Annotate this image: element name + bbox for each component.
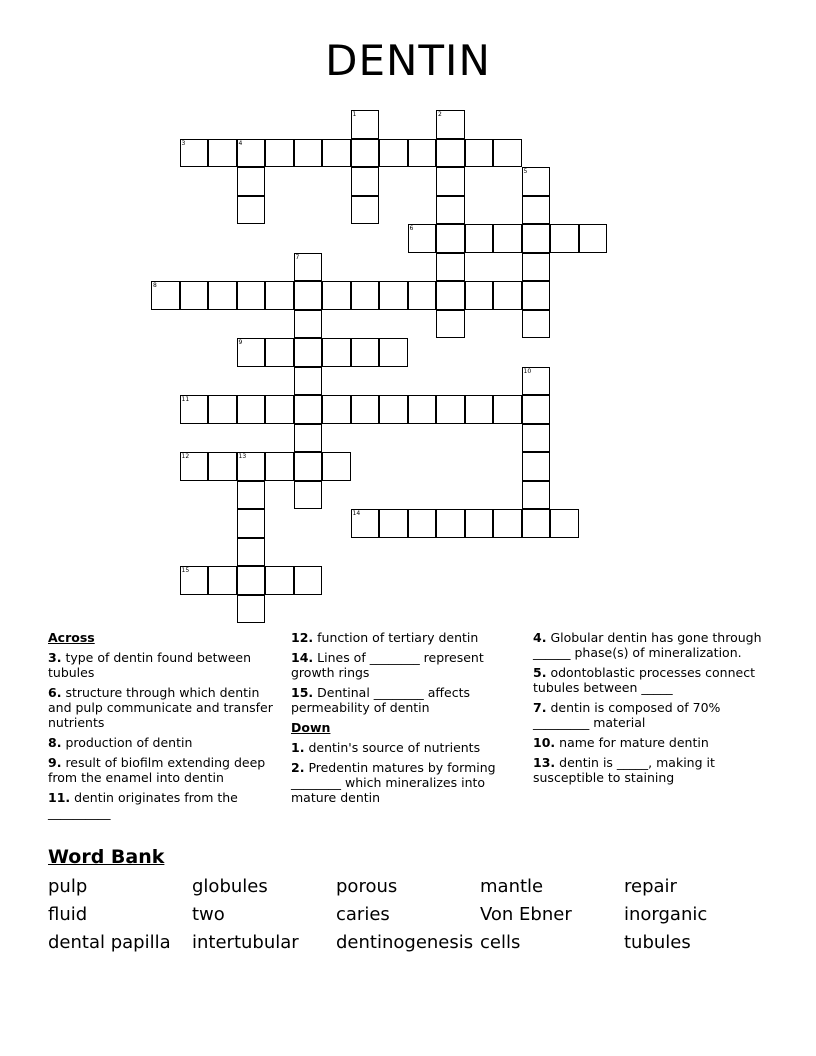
- grid-cell[interactable]: [237, 595, 266, 624]
- grid-cell[interactable]: [436, 196, 465, 225]
- grid-cell[interactable]: [294, 338, 323, 367]
- grid-clue-number: 1: [352, 111, 357, 118]
- grid-cell[interactable]: [522, 395, 551, 424]
- grid-cell[interactable]: [436, 253, 465, 282]
- grid-cell[interactable]: [237, 452, 266, 481]
- word-bank-word: intertubular: [192, 932, 299, 953]
- grid-cell[interactable]: [493, 139, 522, 168]
- grid-cell[interactable]: [180, 139, 209, 168]
- word-bank-word: repair: [624, 876, 677, 897]
- grid-cell[interactable]: [465, 224, 494, 253]
- grid-cell[interactable]: [322, 338, 351, 367]
- grid-cell[interactable]: [436, 224, 465, 253]
- clue-across-14: 14. Lines of ________ represent growth rings: [291, 650, 484, 680]
- grid-cell[interactable]: [237, 538, 266, 567]
- grid-cell[interactable]: [265, 139, 294, 168]
- grid-cell[interactable]: [294, 452, 323, 481]
- grid-clue-number: 9: [238, 339, 243, 346]
- across-heading: Across: [48, 630, 95, 645]
- word-bank-word: mantle: [480, 876, 544, 897]
- grid-cell[interactable]: [436, 310, 465, 339]
- grid-clue-number: 10: [523, 367, 532, 375]
- grid-cell[interactable]: [322, 452, 351, 481]
- clue-down-10: 10. name for mature dentin: [533, 735, 709, 750]
- grid-cell[interactable]: [408, 395, 437, 424]
- grid-cell[interactable]: [351, 110, 380, 139]
- grid-cell[interactable]: [151, 281, 180, 310]
- grid-cell[interactable]: [180, 566, 209, 595]
- grid-cell[interactable]: [294, 481, 323, 510]
- grid-cell[interactable]: [493, 224, 522, 253]
- grid-cell[interactable]: [180, 452, 209, 481]
- grid-cell[interactable]: [237, 139, 266, 168]
- clue-down-13: 13. dentin is _____, making it susceptible to staining: [533, 755, 715, 785]
- grid-clue-number: 12: [181, 453, 190, 460]
- grid-cell[interactable]: [465, 395, 494, 424]
- word-bank-word: globules: [192, 876, 268, 897]
- grid-clue-number: 11: [181, 396, 190, 403]
- down-heading: Down: [291, 720, 331, 735]
- grid-clue-number: 2: [438, 111, 442, 118]
- grid-cell[interactable]: [265, 395, 294, 424]
- grid-clue-number: 7: [295, 253, 300, 261]
- grid-cell[interactable]: [522, 481, 551, 510]
- grid-cell[interactable]: [237, 338, 266, 367]
- grid-cell[interactable]: [379, 338, 408, 367]
- grid-cell[interactable]: [294, 139, 323, 168]
- grid-cell[interactable]: [493, 395, 522, 424]
- grid-cell[interactable]: [265, 566, 294, 595]
- grid-cell[interactable]: [579, 224, 608, 253]
- word-bank-word: porous: [336, 876, 398, 897]
- word-bank-title: Word Bank: [48, 846, 165, 868]
- clue-across-9: 9. result of biofilm extending deep from the enamel into dentin: [48, 755, 266, 785]
- clue-down-7: 7. dentin is composed of 70% _________ material: [533, 700, 721, 730]
- grid-cell[interactable]: [294, 253, 323, 282]
- grid-cell[interactable]: [493, 509, 522, 538]
- clue-across-8: 8. production of dentin: [48, 735, 193, 750]
- clue-down-5: 5. odontoblastic processes connect tubules between _____: [533, 665, 755, 695]
- grid-cell[interactable]: [436, 110, 465, 139]
- grid-cell[interactable]: [522, 452, 551, 481]
- grid-cell[interactable]: [493, 281, 522, 310]
- grid-cell[interactable]: [237, 481, 266, 510]
- grid-cell[interactable]: [550, 509, 579, 538]
- grid-cell[interactable]: [351, 167, 380, 196]
- grid-cell[interactable]: [294, 281, 323, 310]
- clue-down-4: 4. Globular dentin has gone through ______ phase(s) of mineralization.: [533, 630, 762, 660]
- clues-column-2: [291, 630, 519, 810]
- clue-down-2: 2. Predentin matures by forming ________ which mineralizes into mature dentin: [291, 760, 496, 805]
- grid-cell[interactable]: [351, 509, 380, 538]
- word-bank-word: fluid: [48, 904, 88, 925]
- word-bank-word: dental papilla: [48, 932, 171, 953]
- grid-cell[interactable]: [294, 566, 323, 595]
- grid-cell[interactable]: [322, 139, 351, 168]
- grid-cell[interactable]: [436, 139, 465, 168]
- grid-cell[interactable]: [550, 224, 579, 253]
- clue-across-11: 11. dentin originates from the __________: [48, 790, 238, 820]
- word-bank-word: caries: [336, 904, 390, 925]
- grid-cell[interactable]: [322, 395, 351, 424]
- grid-clue-number: 14: [352, 510, 361, 517]
- clues-column-3: [533, 630, 763, 790]
- grid-cell[interactable]: [351, 196, 380, 225]
- grid-cell[interactable]: [436, 167, 465, 196]
- grid-cell[interactable]: [208, 395, 237, 424]
- grid-cell[interactable]: [379, 395, 408, 424]
- grid-cell[interactable]: [208, 139, 237, 168]
- grid-cell[interactable]: [322, 281, 351, 310]
- grid-cell[interactable]: [436, 281, 465, 310]
- word-bank-word: dentinogenesis: [336, 932, 474, 953]
- clue-across-12: 12. function of tertiary dentin: [291, 630, 479, 645]
- clue-across-15: 15. Dentinal ________ affects permeability of dentin: [291, 685, 471, 715]
- grid-clue-number: 3: [181, 139, 186, 147]
- grid-clue-number: 5: [523, 168, 528, 175]
- grid-cell[interactable]: [379, 281, 408, 310]
- grid-cell[interactable]: [465, 281, 494, 310]
- grid-cell[interactable]: [522, 224, 551, 253]
- grid-cell[interactable]: [522, 253, 551, 282]
- grid-cell[interactable]: [265, 338, 294, 367]
- grid-cell[interactable]: [436, 395, 465, 424]
- grid-cell[interactable]: [522, 509, 551, 538]
- grid-cell[interactable]: [522, 196, 551, 225]
- grid-clue-number: 15: [181, 567, 190, 574]
- puzzle-title: DENTIN: [325, 36, 491, 85]
- word-bank-word: two: [192, 904, 225, 925]
- grid-cell[interactable]: [465, 139, 494, 168]
- grid-clue-number: 4: [238, 139, 243, 147]
- clues-column-1: [48, 630, 276, 825]
- grid-cell[interactable]: [237, 509, 266, 538]
- grid-cell[interactable]: [522, 367, 551, 396]
- grid-cell[interactable]: [294, 424, 323, 453]
- word-bank-word: pulp: [48, 876, 88, 897]
- grid-cell[interactable]: [379, 139, 408, 168]
- grid-cell[interactable]: [265, 281, 294, 310]
- word-bank-word: tubules: [624, 932, 691, 953]
- grid-cell[interactable]: [522, 424, 551, 453]
- grid-cell[interactable]: [294, 310, 323, 339]
- grid-cell[interactable]: [237, 395, 266, 424]
- grid-cell[interactable]: [208, 281, 237, 310]
- grid-cell[interactable]: [522, 167, 551, 196]
- grid-cell[interactable]: [351, 338, 380, 367]
- grid-cell[interactable]: [237, 196, 266, 225]
- grid-cell[interactable]: [379, 509, 408, 538]
- grid-cell[interactable]: [208, 566, 237, 595]
- grid-cell[interactable]: [408, 281, 437, 310]
- grid-cell[interactable]: [208, 452, 237, 481]
- clue-down-1: 1. dentin's source of nutrients: [291, 740, 481, 755]
- word-bank-word: cells: [480, 932, 521, 953]
- grid-cell[interactable]: [408, 139, 437, 168]
- clue-across-6: 6. structure through which dentin and pulp communicate and transfer nutrients: [48, 685, 273, 730]
- grid-cell[interactable]: [522, 310, 551, 339]
- grid-cell[interactable]: [180, 281, 209, 310]
- grid-cell[interactable]: [237, 281, 266, 310]
- grid-cell[interactable]: [465, 509, 494, 538]
- grid-clue-number: 6: [409, 225, 414, 232]
- grid-cell[interactable]: [351, 139, 380, 168]
- word-bank-word: inorganic: [624, 904, 708, 925]
- clue-across-3: 3. type of dentin found between tubules: [48, 650, 252, 680]
- grid-cell[interactable]: [408, 509, 437, 538]
- word-bank-word: Von Ebner: [480, 904, 572, 925]
- grid-cell[interactable]: [436, 509, 465, 538]
- grid-cell[interactable]: [237, 566, 266, 595]
- grid-cell[interactable]: [265, 452, 294, 481]
- grid-cell[interactable]: [351, 281, 380, 310]
- grid-cell[interactable]: [180, 395, 209, 424]
- grid-cell[interactable]: [351, 395, 380, 424]
- grid-cell[interactable]: [522, 281, 551, 310]
- grid-clue-number: 13: [238, 453, 247, 460]
- grid-cell[interactable]: [294, 367, 323, 396]
- grid-clue-number: 8: [153, 282, 157, 289]
- grid-cell[interactable]: [408, 224, 437, 253]
- grid-cell[interactable]: [237, 167, 266, 196]
- grid-cell[interactable]: [294, 395, 323, 424]
